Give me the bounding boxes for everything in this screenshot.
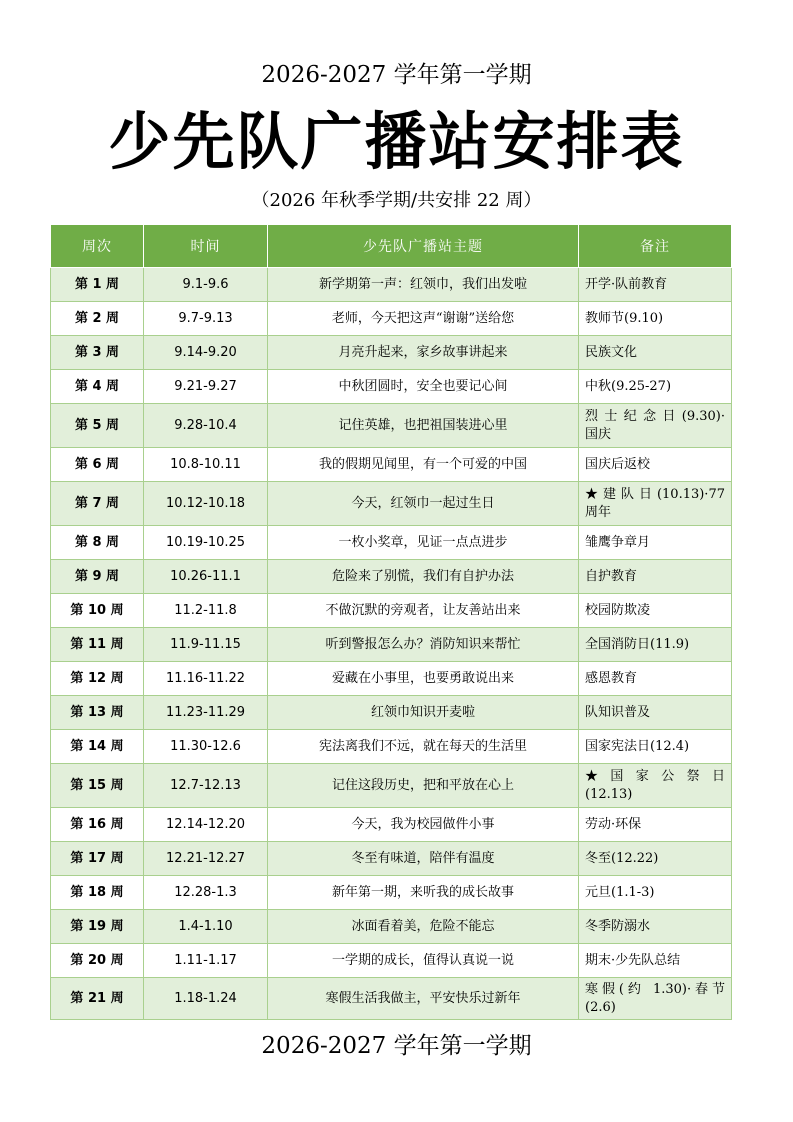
table-row [51, 336, 732, 370]
table-row [51, 944, 732, 978]
table-row [51, 404, 732, 448]
table-cell-week: 第 21 周 [51, 978, 144, 1020]
table-row [51, 268, 732, 302]
table-cell-time: 9.21-9.27 [144, 370, 268, 404]
table-row [51, 808, 732, 842]
schedule-table [50, 224, 732, 1020]
table-row [51, 764, 732, 808]
table-cell-week: 第 11 周 [51, 628, 144, 662]
schedule-note: （2026 年秋季学期/共安排 22 周） [251, 190, 542, 211]
table-cell-remark: 自护教育 [579, 560, 732, 594]
table-cell-week: 第 5 周 [51, 404, 144, 448]
table-cell-week: 第 16 周 [51, 808, 144, 842]
header-week: 周次 [51, 225, 144, 268]
table-cell-remark: 队知识普及 [579, 696, 732, 730]
table-cell-theme: 今天，红领巾一起过生日 [268, 482, 579, 526]
table-cell-theme: 危险来了别慌，我们有自护办法 [268, 560, 579, 594]
table-row [51, 696, 732, 730]
table-cell-remark: 雏鹰争章月 [579, 526, 732, 560]
table-row [51, 978, 732, 1020]
table-cell-remark: 校园防欺凌 [579, 594, 732, 628]
table-cell-week: 第 3 周 [51, 336, 144, 370]
table-cell-theme: 寒假生活我做主，平安快乐过新年 [268, 978, 579, 1020]
table-row [51, 910, 732, 944]
table-cell-week: 第 4 周 [51, 370, 144, 404]
table-cell-week: 第 18 周 [51, 876, 144, 910]
table-cell-time: 10.12-10.18 [144, 482, 268, 526]
table-cell-time: 11.9-11.15 [144, 628, 268, 662]
table-cell-week: 第 17 周 [51, 842, 144, 876]
table-row [51, 730, 732, 764]
table-cell-time: 11.2-11.8 [144, 594, 268, 628]
table-cell-time: 11.23-11.29 [144, 696, 268, 730]
table-cell-time: 1.11-1.17 [144, 944, 268, 978]
table-cell-theme: 老师，今天把这声“谢谢”送给您 [268, 302, 579, 336]
table-cell-week: 第 7 周 [51, 482, 144, 526]
table-cell-week: 第 9 周 [51, 560, 144, 594]
table-cell-theme: 记住这段历史，把和平放在心上 [268, 764, 579, 808]
table-cell-theme: 冰面看着美，危险不能忘 [268, 910, 579, 944]
table-row [51, 448, 732, 482]
table-cell-remark: 教师节(9.10) [579, 302, 732, 336]
table-row [51, 628, 732, 662]
page-title: 少先队广播站安排表 [108, 105, 685, 178]
table-cell-theme: 我的假期见闻里，有一个可爱的中国 [268, 448, 579, 482]
table-cell-remark: 国庆后返校 [579, 448, 732, 482]
header-time: 时间 [144, 225, 268, 268]
table-cell-theme: 月亮升起来，家乡故事讲起来 [268, 336, 579, 370]
table-cell-time: 9.14-9.20 [144, 336, 268, 370]
table-cell-theme: 记住英雄，也把祖国装进心里 [268, 404, 579, 448]
table-header-row [51, 225, 732, 268]
table-cell-remark: 感恩教育 [579, 662, 732, 696]
footer-text: 2026-2027 学年第一学期 [261, 1033, 532, 1059]
table-cell-week: 第 20 周 [51, 944, 144, 978]
table-cell-time: 1.18-1.24 [144, 978, 268, 1020]
table-cell-remark: 全国消防日(11.9) [579, 628, 732, 662]
table-cell-week: 第 10 周 [51, 594, 144, 628]
table-cell-week: 第 12 周 [51, 662, 144, 696]
table-cell-remark: 冬至(12.22) [579, 842, 732, 876]
table-cell-time: 10.26-11.1 [144, 560, 268, 594]
table-cell-time: 9.7-9.13 [144, 302, 268, 336]
table-cell-remark: 劳动·环保 [579, 808, 732, 842]
table-row [51, 482, 732, 526]
header-theme: 少先队广播站主题 [268, 225, 579, 268]
table-cell-time: 12.21-12.27 [144, 842, 268, 876]
table-cell-theme: 新年第一期，来听我的成长故事 [268, 876, 579, 910]
table-cell-week: 第 15 周 [51, 764, 144, 808]
table-cell-theme: 新学期第一声：红领巾，我们出发啦 [268, 268, 579, 302]
table-cell-remark: 期末·少先队总结 [579, 944, 732, 978]
table-cell-week: 第 19 周 [51, 910, 144, 944]
table-cell-remark: 冬季防溺水 [579, 910, 732, 944]
table-cell-week: 第 14 周 [51, 730, 144, 764]
table-cell-time: 9.1-9.6 [144, 268, 268, 302]
table-cell-remark: 民族文化 [579, 336, 732, 370]
table-row [51, 594, 732, 628]
table-row [51, 370, 732, 404]
table-cell-theme: 听到警报怎么办？消防知识来帮忙 [268, 628, 579, 662]
table-row [51, 842, 732, 876]
table-cell-theme: 宪法离我们不远，就在每天的生活里 [268, 730, 579, 764]
table-cell-remark: ★ 国 家 公 祭 日 (12.13) [579, 764, 732, 808]
table-row [51, 560, 732, 594]
table-cell-time: 10.8-10.11 [144, 448, 268, 482]
table-cell-time: 1.4-1.10 [144, 910, 268, 944]
table-cell-remark: 开学·队前教育 [579, 268, 732, 302]
table-cell-remark: 中秋(9.25-27) [579, 370, 732, 404]
table-row [51, 876, 732, 910]
table-cell-time: 11.16-11.22 [144, 662, 268, 696]
table-cell-week: 第 8 周 [51, 526, 144, 560]
table-cell-time: 12.14-12.20 [144, 808, 268, 842]
table-cell-theme: 冬至有味道，陪伴有温度 [268, 842, 579, 876]
table-cell-week: 第 2 周 [51, 302, 144, 336]
table-cell-theme: 不做沉默的旁观者，让友善站出来 [268, 594, 579, 628]
table-cell-time: 9.28-10.4 [144, 404, 268, 448]
table-cell-week: 第 13 周 [51, 696, 144, 730]
table-cell-time: 11.30-12.6 [144, 730, 268, 764]
table-cell-week: 第 1 周 [51, 268, 144, 302]
table-row [51, 302, 732, 336]
table-cell-remark: 寒假(约 1.30)·春节(2.6) [579, 978, 732, 1020]
year-subtitle: 2026-2027 学年第一学期 [261, 62, 532, 88]
table-cell-remark: 国家宪法日(12.4) [579, 730, 732, 764]
table-cell-week: 第 6 周 [51, 448, 144, 482]
table-cell-theme: 今天，我为校园做件小事 [268, 808, 579, 842]
table-cell-remark: 元旦(1.1-3) [579, 876, 732, 910]
table-cell-theme: 一枚小奖章，见证一点点进步 [268, 526, 579, 560]
table-row [51, 662, 732, 696]
table-cell-theme: 红领巾知识开麦啦 [268, 696, 579, 730]
table-cell-time: 12.28-1.3 [144, 876, 268, 910]
table-cell-remark: 烈 士 纪 念 日 (9.30)·国庆 [579, 404, 732, 448]
table-cell-theme: 爱藏在小事里，也要勇敢说出来 [268, 662, 579, 696]
header-remark: 备注 [579, 225, 732, 268]
table-cell-remark: ★ 建 队 日 (10.13)·77周年 [579, 482, 732, 526]
table-row [51, 526, 732, 560]
table-cell-time: 12.7-12.13 [144, 764, 268, 808]
table-cell-theme: 中秋团圆时，安全也要记心间 [268, 370, 579, 404]
table-cell-time: 10.19-10.25 [144, 526, 268, 560]
table-cell-theme: 一学期的成长，值得认真说一说 [268, 944, 579, 978]
